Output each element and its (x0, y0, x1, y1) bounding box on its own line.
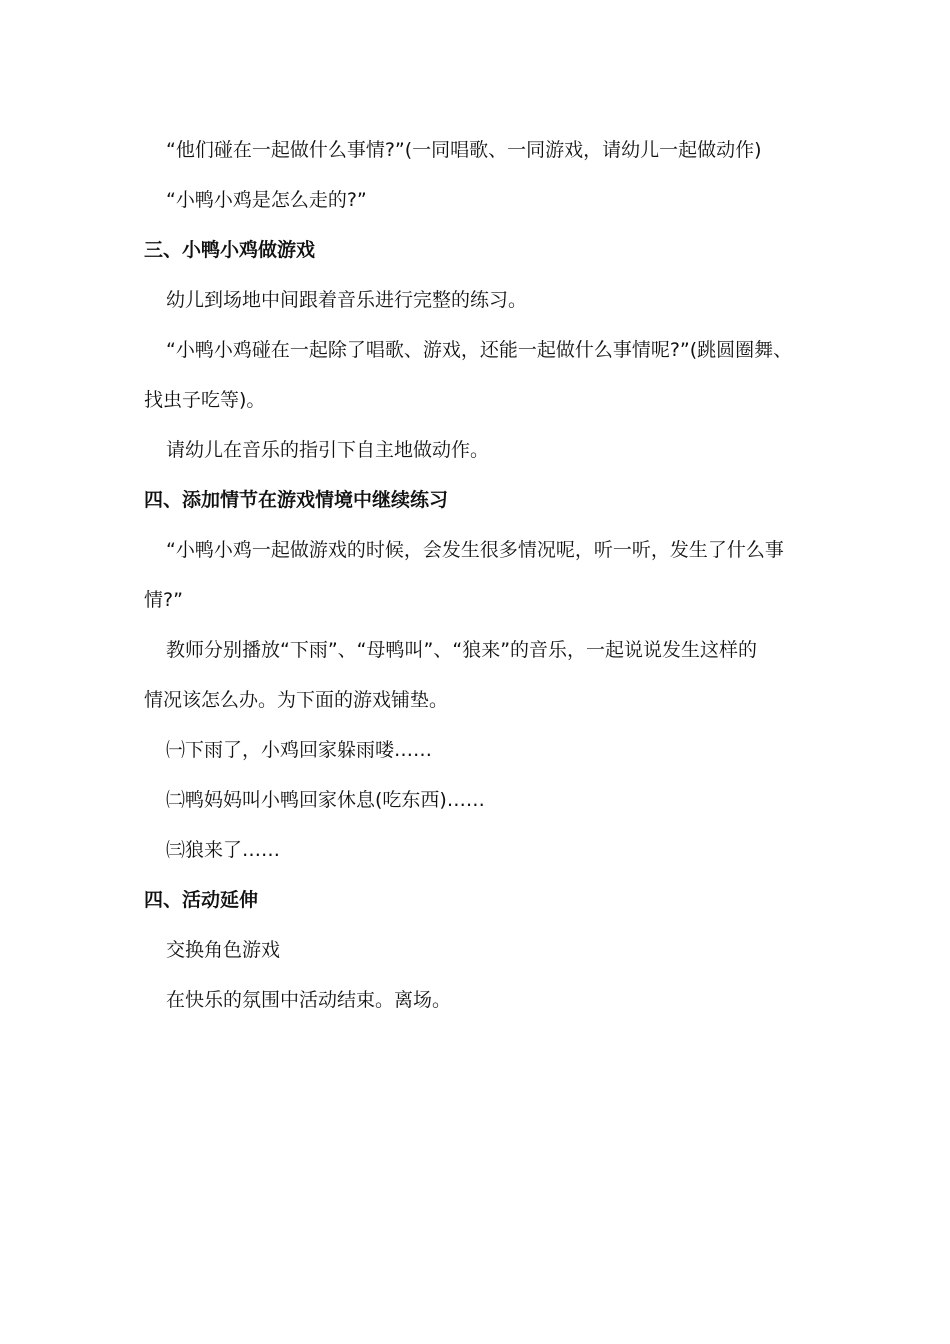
paragraph-line: “小鸭小鸡碰在一起除了唱歌、游戏，还能一起做什么事情呢?”(跳圆圈舞、 (166, 339, 793, 361)
paragraph-line: 情况该怎么办。为下面的游戏铺垫。 (144, 689, 449, 711)
list-item: ㈠下雨了，小鸡回家躲雨喽…… (166, 739, 433, 761)
paragraph-line: “小鸭小鸡是怎么走的?” (166, 189, 367, 211)
list-item: ㈡鸭妈妈叫小鸭回家休息(吃东西)…… (166, 789, 485, 811)
paragraph-line: 教师分别播放“下雨”、“母鸭叫”、“狼来”的音乐，一起说说发生这样的 (166, 639, 758, 661)
section-heading: 四、添加情节在游戏情境中继续练习 (144, 489, 449, 511)
paragraph-line: 请幼儿在音乐的指引下自主地做动作。 (166, 439, 490, 461)
paragraph-line: 找虫子吃等)。 (144, 389, 266, 411)
paragraph-line: 幼儿到场地中间跟着音乐进行完整的练习。 (166, 289, 528, 311)
paragraph-line: “小鸭小鸡一起做游戏的时候，会发生很多情况呢，听一听，发生了什么事 (166, 539, 784, 561)
paragraph-line: “他们碰在一起做什么事情?”(一同唱歌、一同游戏，请幼儿一起做动作) (166, 139, 762, 161)
section-heading: 四、活动延伸 (144, 889, 259, 911)
paragraph-line: 在快乐的氛围中活动结束。离场。 (166, 989, 452, 1011)
paragraph-line: 交换角色游戏 (166, 939, 281, 961)
section-heading: 三、小鸭小鸡做游戏 (144, 239, 316, 261)
list-item: ㈢狼来了…… (166, 839, 281, 861)
paragraph-line: 情?” (144, 589, 183, 611)
